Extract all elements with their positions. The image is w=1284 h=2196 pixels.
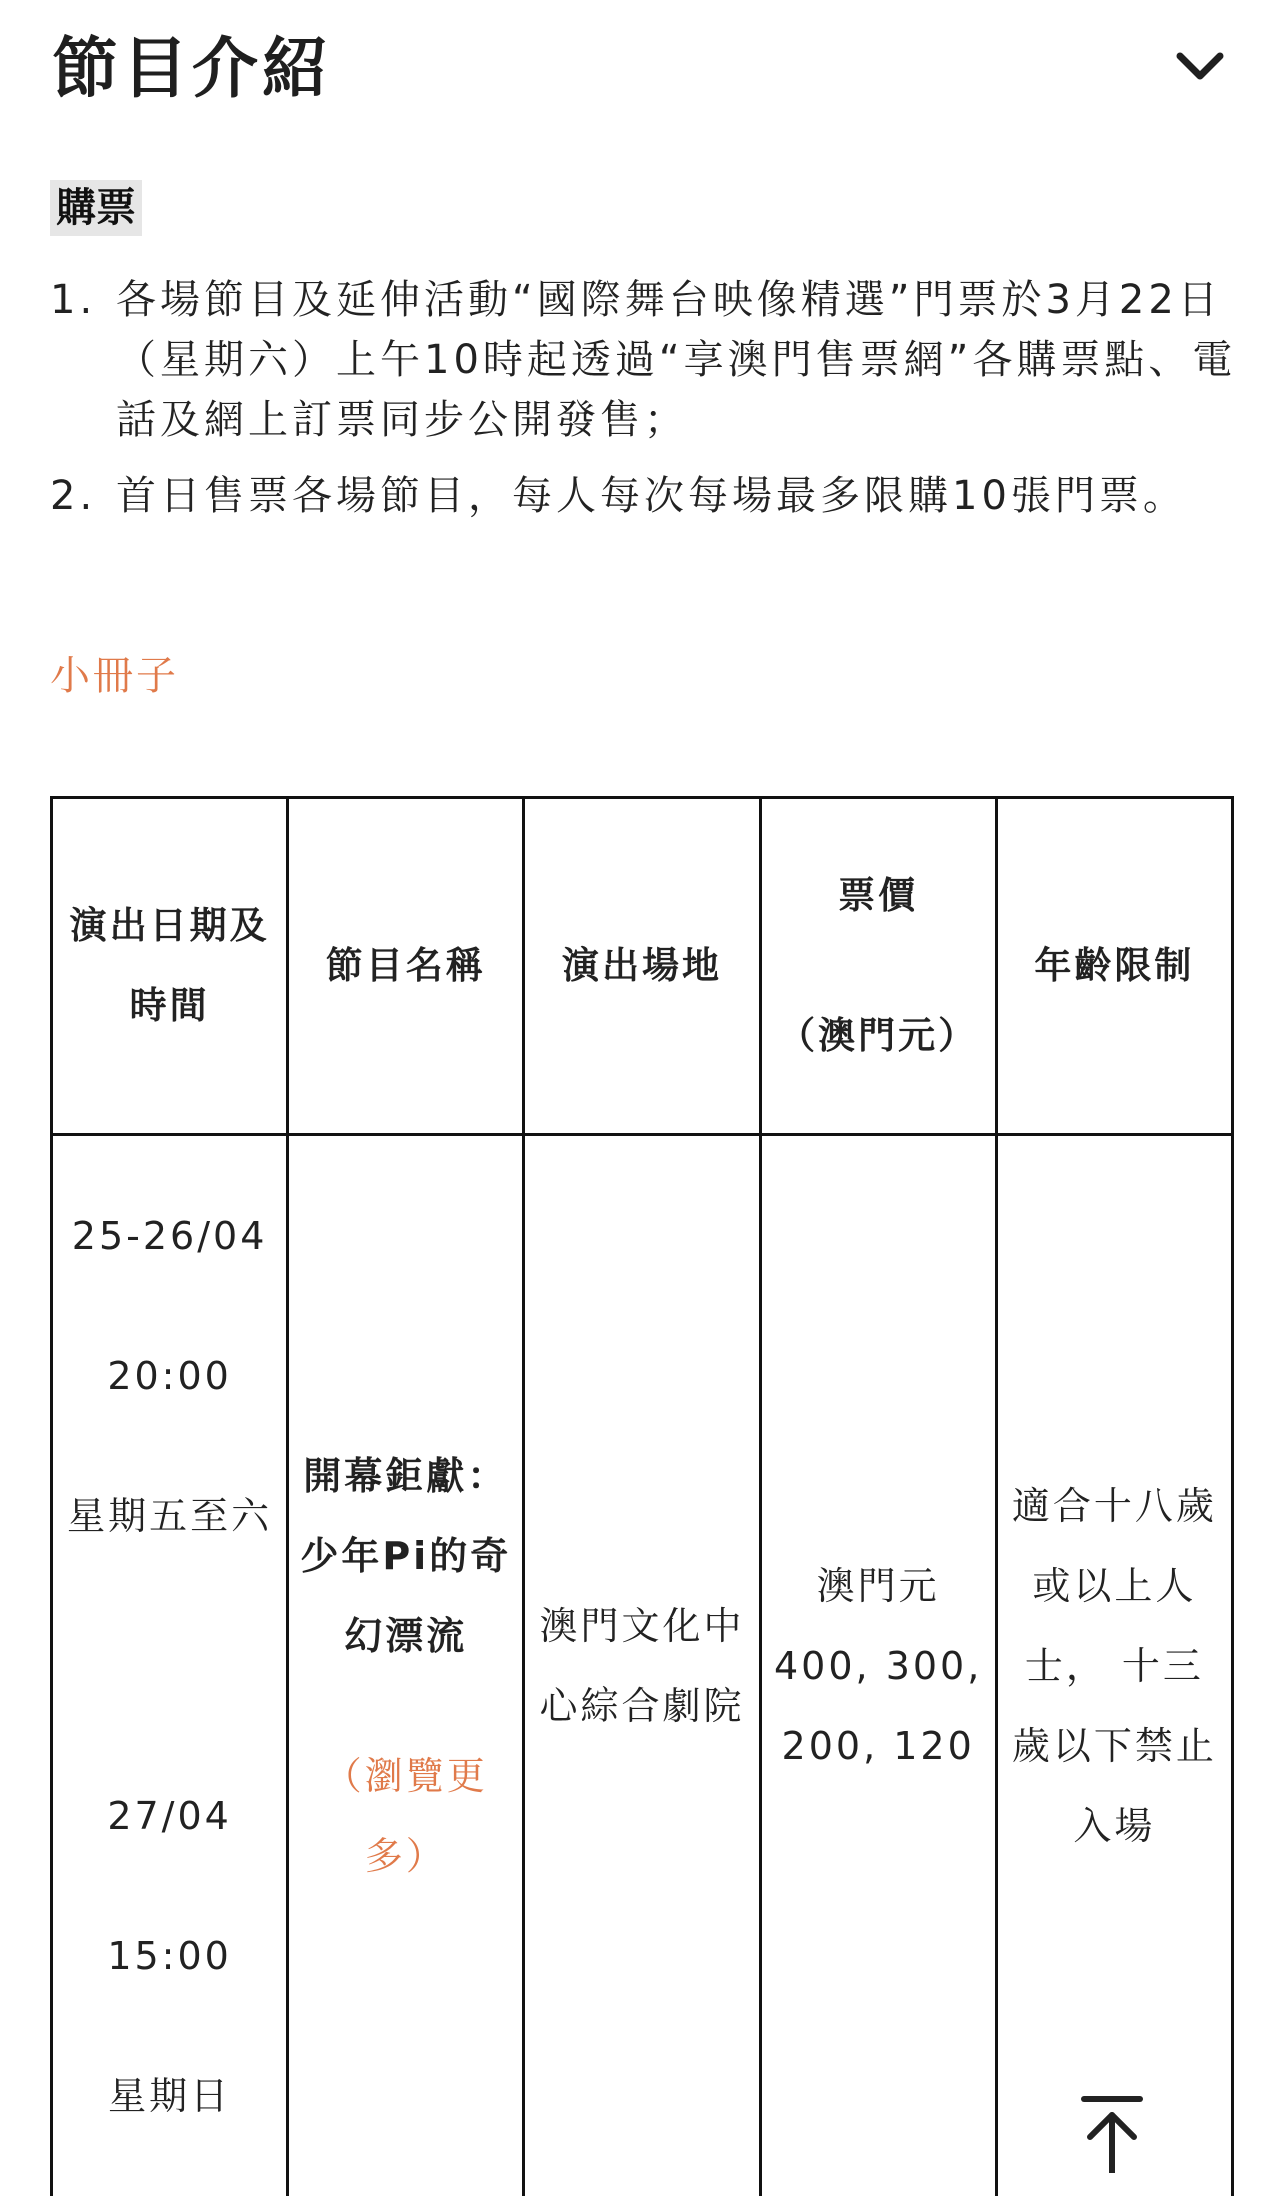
- cell-datetime: [52, 1135, 288, 2196]
- page-title: 節目介紹: [52, 28, 332, 110]
- time-2: 15:00: [61, 1916, 278, 1996]
- header-price-line2: （澳門元）: [770, 996, 987, 1076]
- date-2: 27/04: [61, 1776, 278, 1856]
- ticketing-label: 購票: [50, 180, 142, 236]
- table-header-row: [52, 798, 1233, 1135]
- note-text: 首日售票各場節目，每人每次每場最多限購10張門票。: [116, 473, 1187, 519]
- date-range-1: 25-26/04: [61, 1196, 278, 1276]
- cell-venue: 澳門文化中心綜合劇院: [524, 1135, 760, 2196]
- cell-price: 澳門元 400, 300, 200, 120: [760, 1135, 996, 2196]
- note-number: 1.: [50, 270, 96, 330]
- header-price: [760, 798, 996, 1135]
- cell-age: 適合十八歲或以上人士， 十三歲以下禁止入場: [996, 1135, 1232, 2196]
- chevron-down-icon[interactable]: [1168, 34, 1232, 98]
- schedule-table: [50, 796, 1234, 2196]
- booklet-link[interactable]: 小冊子: [50, 648, 179, 704]
- program-name: 開幕鉅獻：少年Pi的奇幻漂流: [297, 1436, 514, 1676]
- header-venue: 演出場地: [524, 798, 760, 1135]
- table-row: [52, 1135, 1233, 2196]
- note-text: 各場節目及延伸活動“國際舞台映像精選”門票於3月22日（星期六）上午10時起透過“享澳門售票網”各購票點、電話及網上訂票同步公開發售；: [116, 277, 1236, 443]
- day-2: 星期日: [61, 2056, 278, 2136]
- header-program: 節目名稱: [288, 798, 524, 1135]
- header-datetime: 演出日期及時間: [52, 798, 288, 1135]
- header-price-line1: 票價: [770, 856, 987, 936]
- back-to-top-button[interactable]: [1000, 2085, 1224, 2173]
- ticketing-notes: [50, 270, 1240, 542]
- time-1: 20:00: [61, 1336, 278, 1416]
- note-item: [50, 270, 1240, 450]
- note-item: [50, 466, 1240, 526]
- header-age: 年齡限制: [996, 798, 1232, 1135]
- section-header[interactable]: [52, 28, 1232, 110]
- note-number: 2.: [50, 466, 96, 526]
- day-1: 星期五至六: [61, 1476, 278, 1556]
- view-more-link[interactable]: （瀏覽更多）: [297, 1736, 514, 1896]
- cell-program: [288, 1135, 524, 2196]
